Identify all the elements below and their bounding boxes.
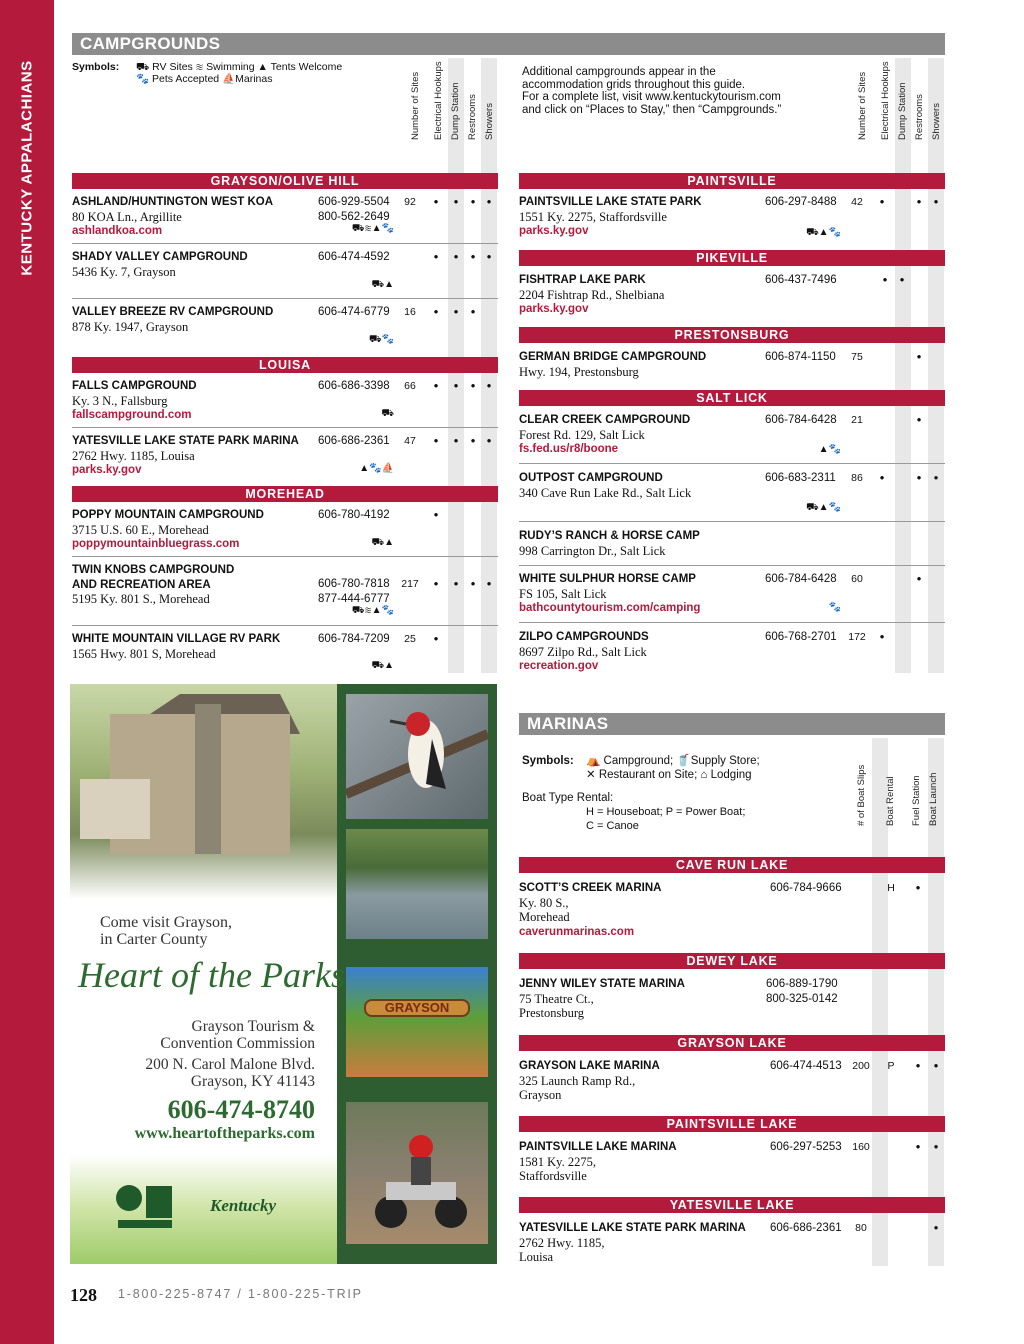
- region-header: PAINTSVILLE LAKE: [519, 1116, 945, 1132]
- campground-address: Hwy. 194, Prestonsburg: [519, 364, 639, 379]
- campground-website[interactable]: parks.ky.gov: [519, 303, 589, 315]
- row-divider: [519, 565, 945, 566]
- campground-name: POPPY MOUNTAIN CAMPGROUND: [72, 509, 264, 521]
- sites-count: 66: [404, 380, 416, 392]
- region-header: GRAYSON/OLIVE HILL: [72, 173, 498, 189]
- phone-number: 606-780-7818: [318, 578, 390, 590]
- ad-intro-line: in Carter County: [100, 931, 208, 948]
- boat-launch: •: [933, 1058, 939, 1073]
- cabin-photo: [70, 684, 340, 899]
- campground-name: VALLEY BREEZE RV CAMPGROUND: [72, 306, 274, 318]
- amenity-dot: •: [486, 249, 492, 264]
- phone-number: 800-562-2649: [318, 210, 390, 223]
- campground-name: FISHTRAP LAKE PARK: [519, 274, 646, 286]
- sites-count: 21: [851, 414, 863, 426]
- amenity-icons: ⛟≋▲🐾: [351, 223, 394, 234]
- marina-row: [519, 977, 685, 1021]
- sites-count: 47: [404, 435, 416, 447]
- campground-row: [72, 305, 273, 334]
- amenity-dot: •: [486, 576, 492, 591]
- symbols-label: Symbols:: [522, 755, 574, 767]
- phone-number: 606-889-1790: [766, 978, 838, 990]
- campground-phone: [318, 195, 390, 224]
- campground-phone: 606-780-4192: [318, 509, 390, 521]
- note-line: and click on “Places to Stay,” then “Campgrounds.”: [522, 103, 782, 116]
- amenity-icons: ⛟▲: [371, 279, 394, 290]
- ad-script-title: Heart of the Parks: [78, 955, 345, 995]
- sites-count: 25: [404, 633, 416, 645]
- marina-website[interactable]: caverunmarinas.com: [519, 925, 635, 938]
- amenity-dot: •: [916, 470, 922, 485]
- campground-phone: 606-686-2361: [318, 435, 390, 447]
- marina-phone: [766, 977, 838, 1006]
- campground-row: [72, 379, 197, 423]
- campground-name: RUDY’S RANCH & HORSE CAMP: [519, 530, 700, 542]
- campground-name: PAINTSVILLE LAKE STATE PARK: [519, 196, 702, 208]
- phone-number: 606-929-5504: [318, 196, 390, 208]
- campground-address: Forest Rd. 129, Salt Lick: [519, 427, 645, 442]
- amenity-dot: •: [470, 378, 476, 393]
- campground-row: [72, 195, 273, 239]
- boat-launch: •: [933, 1220, 939, 1235]
- row-divider: [519, 521, 945, 522]
- amenity-dot: •: [879, 470, 885, 485]
- amenity-dot: •: [486, 194, 492, 209]
- amenity-icons: ▲🐾⛵: [359, 463, 394, 474]
- campground-symbols-line1: ⛟ RV Sites ≋ Swimming ▲ Tents Welcome: [136, 61, 343, 73]
- region-header: SALT LICK: [519, 390, 945, 406]
- region-header: CAVE RUN LAKE: [519, 857, 945, 873]
- campground-address: 1565 Hwy. 801 S, Morehead: [72, 646, 216, 661]
- amenity-dot: •: [433, 576, 439, 591]
- row-divider: [72, 556, 498, 557]
- region-header: YATESVILLE LAKE: [519, 1197, 945, 1213]
- campground-row: [519, 273, 664, 317]
- row-divider: [72, 427, 498, 428]
- row-divider: [519, 622, 945, 623]
- region-header: LOUISA: [72, 357, 498, 373]
- boat-launch: •: [933, 1139, 939, 1154]
- campground-address: 340 Cave Run Lake Rd., Salt Lick: [519, 485, 692, 500]
- campground-row: [72, 632, 280, 661]
- marina-address: 2762 Hwy. 1185,: [519, 1235, 605, 1250]
- phone-number: 800-325-0142: [766, 992, 838, 1005]
- campground-phone: 606-686-3398: [318, 380, 390, 392]
- amenity-dot: •: [470, 433, 476, 448]
- campground-symbols: [72, 61, 119, 74]
- campground-address: 5195 Ky. 801 S., Morehead: [72, 592, 210, 606]
- marina-phone: 606-784-9666: [770, 882, 842, 894]
- campground-name: ZILPO CAMPGROUNDS: [519, 631, 649, 643]
- campground-phone: 606-784-6428: [765, 414, 837, 426]
- campground-name: TWIN KNOBS CAMPGROUND: [72, 564, 235, 576]
- col-header-sites: Number of Sites: [410, 71, 421, 140]
- amenity-dot: •: [916, 194, 922, 209]
- campground-website[interactable]: parks.ky.gov: [72, 464, 142, 476]
- campground-address: 8697 Zilpo Rd., Salt Lick: [519, 644, 647, 659]
- campground-row: [519, 529, 700, 558]
- marina-address: Ky. 80 S.,: [519, 895, 569, 910]
- campground-name: WHITE SULPHUR HORSE CAMP: [519, 573, 696, 585]
- campground-name: SHADY VALLEY CAMPGROUND: [72, 251, 248, 263]
- ad-meadow: [70, 1154, 337, 1264]
- sites-count: 172: [848, 631, 866, 643]
- col-header-showers: Showers: [484, 103, 495, 140]
- marina-symbols: [522, 755, 574, 768]
- amenity-icons: ⛟🐾: [368, 334, 394, 345]
- column-shade: [928, 58, 944, 673]
- marina-row: [519, 1140, 677, 1184]
- campground-address: 5436 Ky. 7, Grayson: [72, 264, 176, 279]
- amenity-dot: •: [933, 470, 939, 485]
- marina-address: 75 Theatre Ct.,: [519, 991, 594, 1006]
- boat-type-line2: C = Canoe: [586, 820, 639, 832]
- campground-name: YATESVILLE LAKE STATE PARK MARINA: [72, 435, 299, 447]
- marina-phone: 606-297-5253: [770, 1141, 842, 1153]
- amenity-dot: •: [433, 249, 439, 264]
- campgrounds-title: CAMPGROUNDS: [72, 33, 945, 55]
- row-divider: [72, 243, 498, 244]
- marina-phone: 606-686-2361: [770, 1222, 842, 1234]
- amenity-dot: •: [453, 194, 459, 209]
- campground-name: WHITE MOUNTAIN VILLAGE RV PARK: [72, 633, 281, 645]
- col-header-launch: Boat Launch: [928, 772, 939, 826]
- amenity-dot: •: [916, 412, 922, 427]
- region-header: PRESTONSBURG: [519, 327, 945, 343]
- boat-type-label: Boat Type Rental:: [522, 792, 614, 804]
- campground-name: FALLS CAMPGROUND: [72, 380, 197, 392]
- marina-phone: 606-474-4513: [770, 1060, 842, 1072]
- campground-address: 878 Ky. 1947, Grayson: [72, 319, 189, 334]
- campground-website[interactable]: bathcountytourism.com/camping: [519, 602, 701, 614]
- boat-slips: 80: [855, 1222, 867, 1234]
- ad-street: 200 N. Carol Malone Blvd.: [145, 1056, 315, 1073]
- col-header-sites: Number of Sites: [857, 71, 868, 140]
- amenity-dot: •: [433, 507, 439, 522]
- amenity-icons: ⛟▲: [371, 660, 394, 671]
- atv-race-photo: [346, 1102, 488, 1244]
- amenity-dot: •: [879, 194, 885, 209]
- campground-address: 2762 Hwy. 1185, Louisa: [72, 448, 195, 463]
- sites-count: 86: [851, 472, 863, 484]
- amenity-dot: •: [933, 194, 939, 209]
- woodpecker-photo: [346, 694, 488, 819]
- amenity-dot: •: [879, 629, 885, 644]
- amenity-dot: •: [433, 194, 439, 209]
- marina-name: JENNY WILEY STATE MARINA: [519, 978, 685, 990]
- marina-name: PAINTSVILLE LAKE MARINA: [519, 1141, 677, 1153]
- footer-phones: 1-800-225-8747 / 1-800-225-TRIP: [118, 1287, 363, 1301]
- campground-phone: 606-768-2701: [765, 631, 837, 643]
- marina-address: Grayson: [519, 1088, 562, 1102]
- sites-count: 217: [401, 578, 419, 590]
- marina-symbols-line1: ⛺ Campground; 🥤Supply Store;: [586, 755, 760, 767]
- amenity-dot: •: [899, 272, 905, 287]
- campground-address: 80 KOA Ln., Argillite: [72, 209, 182, 224]
- kentucky-logo: Kentucky: [210, 1196, 277, 1215]
- marina-address: 325 Launch Ramp Rd.,: [519, 1073, 636, 1088]
- grayson-sign: GRAYSON: [364, 999, 470, 1017]
- amenity-dot: •: [453, 576, 459, 591]
- campground-phone: 606-874-1150: [765, 351, 836, 363]
- fuel-station: •: [915, 880, 921, 895]
- amenity-icons: ⛟≋▲🐾: [351, 605, 394, 616]
- grayson-crowd-photo: [346, 967, 488, 1077]
- boat-rental: P: [887, 1060, 895, 1072]
- ad-org-line: Grayson Tourism &: [191, 1018, 315, 1035]
- campground-name: AND RECREATION AREA: [72, 578, 211, 591]
- sidebar-label: KENTUCKY APPALACHIANS: [18, 60, 36, 276]
- amenity-dot: •: [470, 576, 476, 591]
- stone-chimney: [195, 704, 221, 854]
- page-number: 128: [70, 1285, 97, 1305]
- region-header: MOREHEAD: [72, 486, 498, 502]
- amenity-dot: •: [453, 304, 459, 319]
- amenity-dot: •: [433, 304, 439, 319]
- marina-address: Louisa: [519, 1250, 554, 1264]
- boat-slips: 200: [852, 1060, 870, 1072]
- amenity-icons: ⛟: [381, 408, 394, 419]
- ad-intro-line: Come visit Grayson,: [100, 914, 232, 931]
- campground-symbols-line2: 🐾 Pets Accepted ⛵Marinas: [136, 73, 273, 85]
- col-header-dump: Dump Station: [897, 82, 908, 140]
- amenity-dot: •: [916, 349, 922, 364]
- campground-phone: 606-474-4592: [318, 251, 390, 263]
- ad-url[interactable]: www.heartoftheparks.com: [134, 1125, 315, 1142]
- campground-phone: 606-437-7496: [765, 274, 837, 286]
- amenity-icons: ⛟▲🐾: [806, 502, 841, 513]
- marina-name: SCOTT’S CREEK MARINA: [519, 882, 662, 894]
- region-header: PAINTSVILLE: [519, 173, 945, 189]
- amenity-dot: •: [486, 378, 492, 393]
- amenity-dot: •: [433, 433, 439, 448]
- col-header-dump: Dump Station: [450, 82, 461, 140]
- sites-count: 42: [851, 196, 863, 208]
- sites-count: 75: [851, 351, 863, 363]
- col-header-slips: # of Boat Slips: [856, 764, 867, 826]
- campground-phone: 606-784-7209: [318, 633, 390, 645]
- fuel-station: •: [915, 1139, 921, 1154]
- amenity-icons: ▲🐾: [818, 444, 841, 455]
- campground-website[interactable]: parks.ky.gov: [519, 225, 589, 237]
- marina-name: GRAYSON LAKE MARINA: [519, 1060, 660, 1072]
- campground-name: GERMAN BRIDGE CAMPGROUND: [519, 351, 707, 363]
- region-header: PIKEVILLE: [519, 250, 945, 266]
- row-divider: [519, 463, 945, 464]
- amenity-dot: •: [916, 571, 922, 586]
- grayson-advertisement[interactable]: [70, 684, 497, 1264]
- campground-row: [519, 572, 700, 616]
- ad-org-line: Convention Commission: [160, 1035, 315, 1052]
- sites-count: 92: [404, 196, 416, 208]
- campground-phone: 606-297-8488: [765, 196, 837, 208]
- campground-phone: 606-683-2311: [765, 472, 836, 484]
- cabin-porch: [80, 779, 150, 839]
- amenity-icons: 🐾: [828, 602, 841, 613]
- amenity-icons: ⛟▲: [371, 537, 394, 548]
- marina-symbols-line2: ✕ Restaurant on Site; ⌂ Lodging: [586, 769, 752, 781]
- col-header-fuel: Fuel Station: [911, 775, 922, 826]
- boat-rental: H: [887, 882, 895, 894]
- note-line: Additional campgrounds appear in the: [522, 66, 716, 78]
- campground-row: [72, 250, 248, 279]
- col-header-electrical: Electrical Hookups: [880, 61, 891, 140]
- campground-website[interactable]: ashlandkoa.com: [72, 225, 163, 237]
- region-header: DEWEY LAKE: [519, 953, 945, 969]
- campground-row: [72, 434, 299, 478]
- sites-count: 60: [851, 573, 863, 585]
- ad-phone[interactable]: 606-474-8740: [167, 1095, 315, 1124]
- boat-type-line1: H = Houseboat; P = Power Boat;: [586, 806, 746, 818]
- heart-of-parks-logo-icon: [114, 1178, 176, 1232]
- column-shade: [895, 58, 911, 673]
- amenity-icons: ⛟▲🐾: [806, 227, 841, 238]
- lake-photo: [346, 829, 488, 939]
- campground-row: [72, 508, 264, 552]
- campground-website[interactable]: fallscampground.com: [72, 409, 192, 421]
- marina-address: Staffordsville: [519, 1169, 587, 1183]
- marinas-title: MARINAS: [519, 713, 945, 735]
- campground-name: OUTPOST CAMPGROUND: [519, 472, 663, 484]
- col-header-restrooms: Restrooms: [914, 94, 925, 140]
- campground-row: [72, 563, 234, 607]
- marina-row: [519, 1221, 746, 1265]
- row-divider: [72, 625, 498, 626]
- campground-row: [519, 195, 702, 239]
- amenity-dot: •: [470, 194, 476, 209]
- amenity-dot: •: [453, 378, 459, 393]
- campground-row: [519, 350, 706, 379]
- marina-name: YATESVILLE LAKE STATE PARK MARINA: [519, 1222, 746, 1234]
- ad-organization: [90, 1018, 315, 1052]
- ad-intro: [100, 914, 232, 948]
- marina-address: Morehead: [519, 910, 570, 924]
- symbols-label: Symbols:: [72, 61, 120, 73]
- campground-note: [522, 66, 781, 116]
- note-line: For a complete list, visit www.kentuckytourism.com: [522, 91, 781, 103]
- campground-address: Ky. 3 N., Fallsburg: [72, 393, 168, 408]
- region-header: GRAYSON LAKE: [519, 1035, 945, 1051]
- amenity-dot: •: [453, 249, 459, 264]
- ad-address: [90, 1056, 315, 1090]
- amenity-dot: •: [882, 272, 888, 287]
- amenity-dot: •: [453, 433, 459, 448]
- marina-address: 1581 Ky. 2275,: [519, 1154, 596, 1169]
- campground-name: ASHLAND/HUNTINGTON WEST KOA: [72, 196, 274, 208]
- amenity-dot: •: [433, 631, 439, 646]
- amenity-dot: •: [433, 378, 439, 393]
- campground-address: 998 Carrington Dr., Salt Lick: [519, 543, 666, 558]
- note-line: accommodation grids throughout this guide.: [522, 78, 746, 91]
- campground-address: 2204 Fishtrap Rd., Shelbiana: [519, 287, 665, 302]
- campground-row: [519, 630, 649, 674]
- marina-row: [519, 1059, 660, 1103]
- amenity-dot: •: [470, 249, 476, 264]
- campground-address: 1551 Ky. 2275, Staffordsville: [519, 209, 667, 224]
- campground-phone: 606-784-6428: [765, 573, 837, 585]
- col-header-electrical: Electrical Hookups: [433, 61, 444, 140]
- col-header-restrooms: Restrooms: [467, 94, 478, 140]
- woodpecker-icon: [346, 694, 488, 819]
- col-header-rental: Boat Rental: [885, 776, 896, 826]
- campground-row: [519, 471, 691, 500]
- campground-phone: 606-474-6779: [318, 306, 390, 318]
- boat-slips: 160: [852, 1141, 870, 1153]
- campground-website[interactable]: recreation.gov: [519, 660, 599, 672]
- amenity-dot: •: [486, 433, 492, 448]
- phone-number: 877-444-6777: [318, 592, 390, 605]
- campground-row: [519, 413, 690, 457]
- ad-city: Grayson, KY 41143: [190, 1073, 315, 1090]
- sites-count: 16: [404, 306, 416, 318]
- marina-row: [519, 881, 661, 939]
- campground-website[interactable]: fs.fed.us/r8/boone: [519, 443, 619, 455]
- section-sidebar: [0, 0, 54, 1344]
- atv-icon: [346, 1102, 488, 1244]
- col-header-showers: Showers: [931, 103, 942, 140]
- fuel-station: •: [915, 1058, 921, 1073]
- campground-address: 3715 U.S. 60 E., Morehead: [72, 522, 209, 537]
- row-divider: [72, 298, 498, 299]
- campground-address: FS 105, Salt Lick: [519, 586, 607, 601]
- campground-name: CLEAR CREEK CAMPGROUND: [519, 414, 691, 426]
- campground-phone: [318, 577, 390, 606]
- amenity-dot: •: [470, 304, 476, 319]
- campground-website[interactable]: poppymountainbluegrass.com: [72, 538, 240, 550]
- marina-address: Prestonsburg: [519, 1006, 585, 1020]
